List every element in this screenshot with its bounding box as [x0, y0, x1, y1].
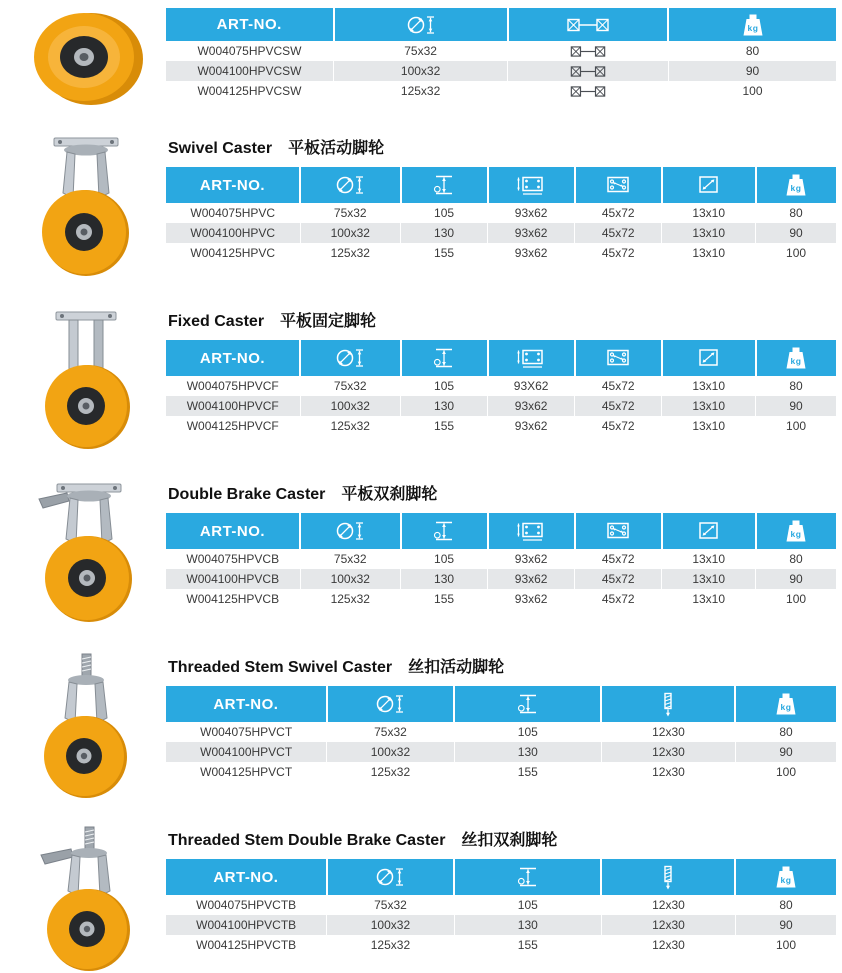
spec-cell: 12x30: [601, 935, 735, 955]
table-row: [166, 61, 836, 81]
section-title: [168, 654, 836, 677]
spec-cell: 75x32: [327, 895, 454, 915]
spec-cell: 45x72: [575, 549, 662, 569]
table-header-row: [166, 8, 836, 41]
spec-cell: 105: [454, 722, 601, 742]
spec-cell: 45x72: [575, 416, 662, 436]
wheel-size-icon: [327, 859, 454, 895]
spec-cell: 80: [756, 203, 836, 223]
art-no-cell: W004125HPVCB: [166, 589, 300, 609]
svg-text:kg: kg: [780, 702, 792, 712]
height-icon: [454, 859, 601, 895]
height-icon: [401, 167, 488, 203]
product-image-swivel-caster: [6, 133, 166, 281]
spec-cell: 93x62: [488, 589, 575, 609]
spec-cell: 130: [401, 569, 488, 589]
spec-cell: 12x30: [601, 742, 735, 762]
spec-cell: 45x72: [575, 223, 662, 243]
table-row: [166, 396, 836, 416]
weight-icon: [756, 167, 836, 203]
art-no-cell: W004075HPVCT: [166, 722, 327, 742]
spec-cell: 12x30: [601, 895, 735, 915]
art-no-cell: W004075HPVCF: [166, 376, 300, 396]
art-no-header: ART-NO.: [166, 8, 334, 41]
spec-cell: 45x72: [575, 396, 662, 416]
spec-cell: 105: [454, 895, 601, 915]
svg-text:kg: kg: [790, 529, 802, 539]
spec-cell: 13x10: [662, 416, 756, 436]
spec-cell: 75x32: [334, 41, 508, 61]
spec-cell: 90: [735, 915, 836, 935]
section-title: [168, 308, 836, 331]
table-row: [166, 376, 836, 396]
section-title-zh: 丝扣双刹脚轮: [461, 832, 558, 849]
wheel-size-icon: [300, 340, 401, 376]
art-no-cell: W004100HPVCSW: [166, 61, 334, 81]
section-title-zh: 平板固定脚轮: [280, 313, 377, 330]
spec-cell: 125x32: [334, 81, 508, 101]
fixed-caster-image: [30, 306, 142, 454]
spec-cell: 93x62: [488, 416, 575, 436]
spec-cell: 93x62: [488, 203, 575, 223]
svg-text:kg: kg: [790, 356, 802, 366]
spec-cell: 100: [756, 589, 836, 609]
table-row: [166, 762, 836, 782]
art-no-cell: W004125HPVCSW: [166, 81, 334, 101]
spec-cell: 130: [401, 396, 488, 416]
spec-cell: 13x10: [662, 589, 756, 609]
spec-cell: 155: [454, 935, 601, 955]
wheel-image: [20, 8, 152, 108]
spec-cell: 155: [401, 416, 488, 436]
spec-cell: 45x72: [575, 203, 662, 223]
spec-cell: 12x30: [601, 762, 735, 782]
wheel-size-icon: [327, 686, 454, 722]
art-no-cell: W004125HPVCTB: [166, 935, 327, 955]
spec-cell: 90: [756, 396, 836, 416]
product-image-fixed-caster: [6, 306, 166, 454]
spec-cell: 45x72: [575, 376, 662, 396]
spec-cell: 100: [735, 935, 836, 955]
spec-cell: 93x62: [488, 223, 575, 243]
spec-cell: 75x32: [327, 722, 454, 742]
spec-cell: 100: [756, 243, 836, 263]
spec-cell: 93x62: [488, 549, 575, 569]
svg-text:kg: kg: [790, 183, 802, 193]
spec-cell: 100x32: [327, 915, 454, 935]
table-row: [166, 203, 836, 223]
spec-cell: 105: [401, 376, 488, 396]
spec-cell: 105: [401, 203, 488, 223]
spec-cell: 130: [454, 915, 601, 935]
spec-table-fixed-caster: [166, 340, 836, 436]
table-row: [166, 895, 836, 915]
height-icon: [454, 686, 601, 722]
spec-cell: 155: [454, 762, 601, 782]
section-title-zh: 平板双刹脚轮: [341, 486, 438, 503]
spec-cell: 12x30: [601, 722, 735, 742]
table-row: [166, 935, 836, 955]
table-row: [166, 416, 836, 436]
weight-icon: [756, 340, 836, 376]
art-no-header: ART-NO.: [166, 513, 300, 549]
art-no-header: ART-NO.: [166, 167, 300, 203]
spec-cell: 13x10: [662, 569, 756, 589]
section-fixed-caster: [6, 306, 838, 454]
section-title-en: Threaded Stem Swivel Caster: [168, 659, 393, 676]
table-row: [166, 41, 836, 61]
svg-text:kg: kg: [780, 875, 792, 885]
wheel-size-icon: [300, 513, 401, 549]
section-title-zh: 平板活动脚轮: [288, 140, 385, 157]
art-no-cell: W004100HPVCB: [166, 569, 300, 589]
spec-cell: 100: [735, 762, 836, 782]
spec-cell: 45x72: [575, 569, 662, 589]
art-no-cell: W004075HPVCSW: [166, 41, 334, 61]
table-row: [166, 243, 836, 263]
art-no-cell: W004075HPVCB: [166, 549, 300, 569]
section-title: [168, 481, 836, 504]
stem-icon: [601, 686, 735, 722]
spec-cell: 100x32: [300, 223, 401, 243]
height-icon: [401, 340, 488, 376]
spec-cell: 125x32: [300, 416, 401, 436]
table-row: [166, 589, 836, 609]
table-header-row: [166, 859, 836, 895]
section-threaded-stem-swivel-caster: [6, 652, 838, 800]
spec-cell: 130: [454, 742, 601, 762]
bolt-hole-icon: [662, 340, 756, 376]
spec-cell: 13x10: [662, 396, 756, 416]
spec-cell: 80: [756, 549, 836, 569]
weight-icon: [756, 513, 836, 549]
svg-text:kg: kg: [747, 22, 759, 33]
expander-icon: [508, 41, 669, 61]
spec-table-double-brake-caster: [166, 513, 836, 609]
art-no-cell: W004100HPVCTB: [166, 915, 327, 935]
stem-icon: [601, 859, 735, 895]
table-header-row: [166, 167, 836, 203]
art-no-cell: W004100HPVCT: [166, 742, 327, 762]
spec-cell: 155: [401, 243, 488, 263]
section-title-en: Swivel Caster: [168, 140, 273, 157]
product-image-wheel-only: [6, 8, 166, 108]
spec-cell: 13x10: [662, 376, 756, 396]
art-no-cell: W004075HPVCTB: [166, 895, 327, 915]
double-brake-caster-image: [27, 479, 145, 627]
table-row: [166, 223, 836, 243]
spec-table-swivel-caster: [166, 167, 836, 263]
art-no-cell: W004125HPVC: [166, 243, 300, 263]
product-image-threaded-stem-swivel-caster: [6, 652, 166, 800]
spec-cell: 125x32: [327, 762, 454, 782]
wheel-size-icon: [334, 8, 508, 41]
table-row: [166, 915, 836, 935]
art-no-cell: W004075HPVC: [166, 203, 300, 223]
spec-cell: 80: [756, 376, 836, 396]
weight-icon: [735, 686, 836, 722]
table-header-row: [166, 513, 836, 549]
section-title-en: Double Brake Caster: [168, 486, 326, 503]
bolt-hole-icon: [662, 167, 756, 203]
expander-icon: [508, 81, 669, 101]
art-no-cell: W004100HPVCF: [166, 396, 300, 416]
spec-cell: 100x32: [327, 742, 454, 762]
spec-cell: 100: [756, 416, 836, 436]
spec-cell: 90: [735, 742, 836, 762]
product-image-double-brake-caster: [6, 479, 166, 627]
section-title-en: Threaded Stem Double Brake Caster: [168, 832, 446, 849]
plate-size-icon: [488, 513, 575, 549]
spec-cell: 100: [668, 81, 836, 101]
plate-size-icon: [488, 167, 575, 203]
section-threaded-stem-double-brake-caster: [6, 825, 838, 973]
table-row: [166, 569, 836, 589]
spec-cell: 125x32: [300, 243, 401, 263]
spec-cell: 125x32: [300, 589, 401, 609]
hole-spacing-icon: [575, 167, 662, 203]
spec-cell: 93x62: [488, 396, 575, 416]
swivel-caster-image: [30, 133, 142, 281]
spec-cell: 93x62: [488, 243, 575, 263]
section-title-zh: 丝扣活动脚轮: [408, 659, 505, 676]
section-wheel-only: [6, 8, 838, 108]
art-no-cell: W004125HPVCF: [166, 416, 300, 436]
spec-cell: 13x10: [662, 243, 756, 263]
art-no-header: ART-NO.: [166, 340, 300, 376]
spec-cell: 13x10: [662, 549, 756, 569]
table-header-row: [166, 340, 836, 376]
threaded-stem-swivel-caster-image: [30, 652, 142, 800]
section-title-en: Fixed Caster: [168, 313, 265, 330]
spec-cell: 13x10: [662, 223, 756, 243]
spec-cell: 90: [668, 61, 836, 81]
spec-cell: 45x72: [575, 589, 662, 609]
spec-cell: 13x10: [662, 203, 756, 223]
weight-icon: [735, 859, 836, 895]
table-row: [166, 81, 836, 101]
spec-cell: 80: [735, 895, 836, 915]
spec-cell: 93x62: [488, 569, 575, 589]
section-swivel-caster: [6, 133, 838, 281]
spec-cell: 155: [401, 589, 488, 609]
section-title: [168, 827, 836, 850]
spec-table-threaded-stem-double-brake-caster: [166, 859, 836, 955]
plate-size-icon: [488, 340, 575, 376]
section-title: [168, 135, 836, 158]
spec-cell: 12x30: [601, 915, 735, 935]
wheel-size-icon: [300, 167, 401, 203]
hole-spacing-icon: [575, 340, 662, 376]
spec-cell: 93X62: [488, 376, 575, 396]
spec-table-threaded-stem-swivel-caster: [166, 686, 836, 782]
spec-cell: 75x32: [300, 376, 401, 396]
spec-cell: 80: [668, 41, 836, 61]
spec-cell: 90: [756, 569, 836, 589]
expander-icon: [508, 61, 669, 81]
spec-cell: 125x32: [327, 935, 454, 955]
spec-cell: 100x32: [300, 569, 401, 589]
art-no-header: ART-NO.: [166, 686, 327, 722]
art-no-cell: W004100HPVC: [166, 223, 300, 243]
spec-table-wheel-only: [166, 8, 836, 101]
spec-cell: 75x32: [300, 549, 401, 569]
table-row: [166, 742, 836, 762]
expander-icon: [508, 8, 669, 41]
spec-cell: 75x32: [300, 203, 401, 223]
threaded-stem-double-brake-caster-image: [27, 825, 145, 973]
section-double-brake-caster: [6, 479, 838, 627]
spec-cell: 105: [401, 549, 488, 569]
table-header-row: [166, 686, 836, 722]
art-no-header: ART-NO.: [166, 859, 327, 895]
spec-cell: 90: [756, 223, 836, 243]
product-image-threaded-stem-double-brake-caster: [6, 825, 166, 973]
spec-cell: 80: [735, 722, 836, 742]
bolt-hole-icon: [662, 513, 756, 549]
table-row: [166, 722, 836, 742]
art-no-cell: W004125HPVCT: [166, 762, 327, 782]
table-row: [166, 549, 836, 569]
spec-cell: 130: [401, 223, 488, 243]
weight-icon: [668, 8, 836, 41]
spec-cell: 45x72: [575, 243, 662, 263]
spec-cell: 100x32: [334, 61, 508, 81]
spec-cell: 100x32: [300, 396, 401, 416]
height-icon: [401, 513, 488, 549]
hole-spacing-icon: [575, 513, 662, 549]
